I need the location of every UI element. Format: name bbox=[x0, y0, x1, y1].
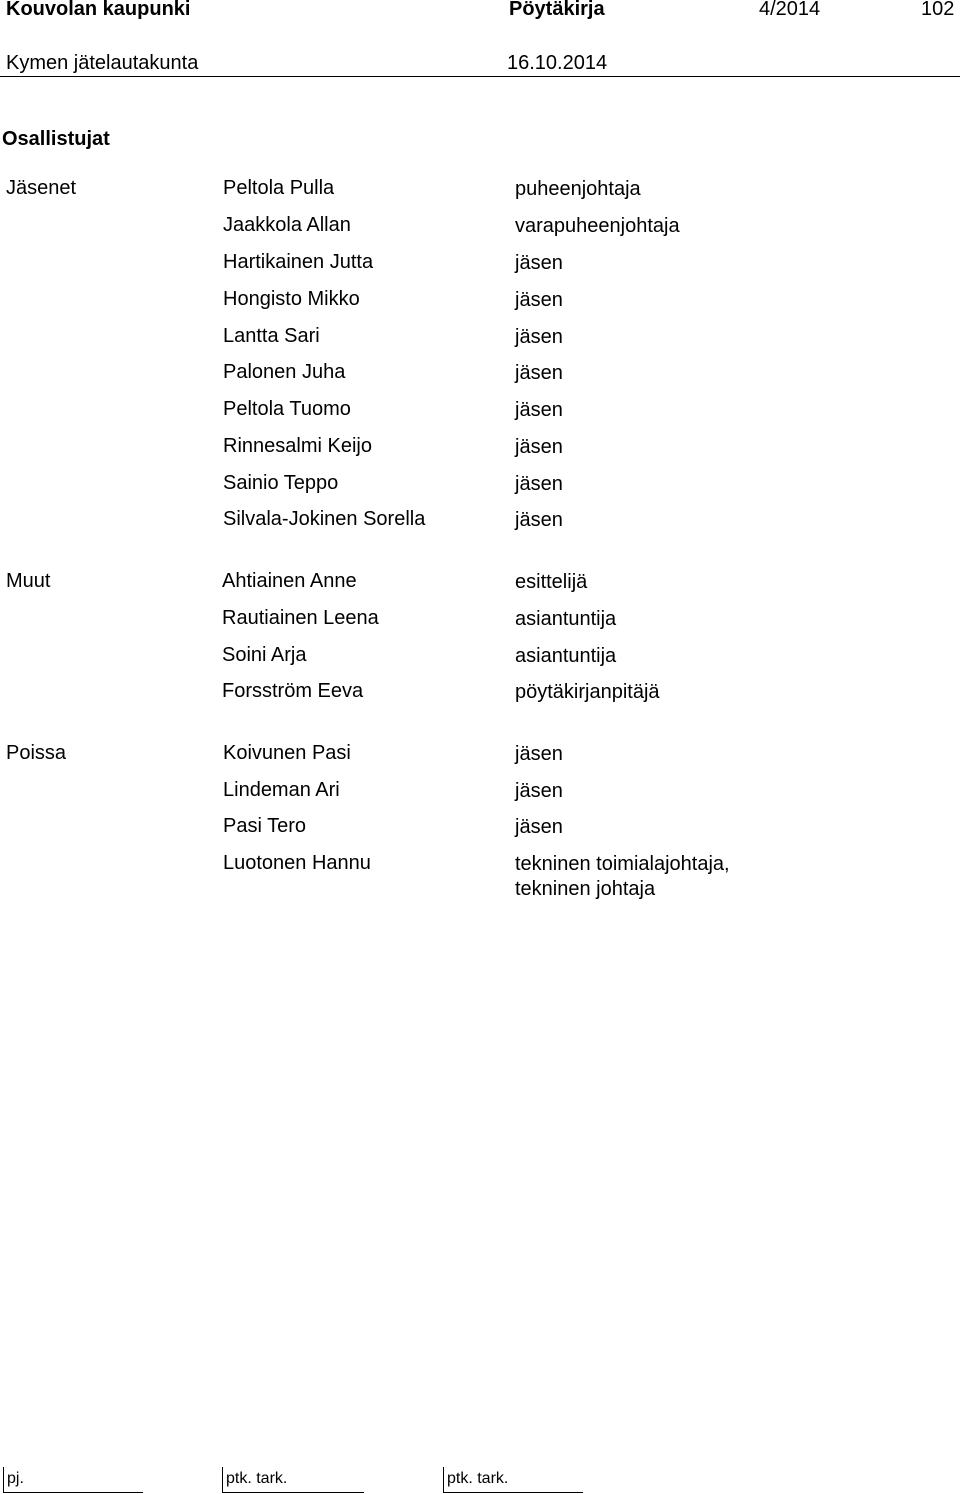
field-bar bbox=[443, 1467, 444, 1493]
participant-name: Hongisto Mikko bbox=[223, 288, 360, 310]
participant-row bbox=[0, 852, 960, 904]
participant-name: Peltola Pulla bbox=[223, 177, 335, 199]
participant-row bbox=[0, 361, 960, 387]
field-underline bbox=[3, 1492, 143, 1493]
group-label: Poissa bbox=[6, 742, 67, 764]
participant-role: jäsen bbox=[515, 509, 563, 531]
group-label: Muut bbox=[6, 570, 51, 592]
signature-field-inspector-2 bbox=[443, 1467, 583, 1493]
participant-name: Sainio Teppo bbox=[223, 472, 339, 494]
org-name: Kouvolan kaupunki bbox=[6, 0, 191, 20]
participant-name: Hartikainen Jutta bbox=[223, 251, 374, 273]
field-bar bbox=[3, 1467, 4, 1493]
participant-row bbox=[0, 779, 960, 805]
participant-role: esittelijä bbox=[515, 571, 588, 593]
participant-name: Peltola Tuomo bbox=[223, 398, 351, 420]
participant-role: jäsen bbox=[515, 816, 563, 838]
participant-name: Lantta Sari bbox=[223, 325, 320, 347]
participant-name: Luotonen Hannu bbox=[223, 852, 371, 874]
participant-name: Lindeman Ari bbox=[223, 779, 340, 801]
section-title: Osallistujat bbox=[2, 128, 110, 150]
header-rule bbox=[0, 76, 960, 77]
participant-row bbox=[0, 680, 960, 706]
participant-role: jäsen bbox=[515, 743, 563, 765]
participant-row bbox=[0, 607, 960, 633]
participant-role: asiantuntija bbox=[515, 645, 617, 667]
page-number: 102 bbox=[921, 0, 955, 20]
participant-role: jäsen bbox=[515, 326, 563, 348]
participant-row bbox=[0, 508, 960, 534]
participant-role: pöytäkirjanpitäjä bbox=[515, 681, 660, 703]
participant-row bbox=[0, 251, 960, 277]
participant-role: jäsen bbox=[515, 252, 563, 274]
participant-name: Rinnesalmi Keijo bbox=[223, 435, 372, 457]
committee-name: Kymen jätelautakunta bbox=[6, 52, 199, 74]
participant-name: Jaakkola Allan bbox=[223, 214, 351, 236]
participant-name: Silvala-Jokinen Sorella bbox=[223, 508, 426, 530]
participant-name: Soini Arja bbox=[222, 644, 307, 666]
participant-role: asiantuntija bbox=[515, 608, 617, 630]
signature-label: ptk. tark. bbox=[226, 1470, 288, 1487]
signature-field-inspector-1 bbox=[222, 1467, 364, 1493]
field-bar bbox=[222, 1467, 223, 1493]
group-label: Jäsenet bbox=[6, 177, 77, 199]
field-underline bbox=[222, 1492, 364, 1493]
participant-role: puheenjohtaja bbox=[515, 178, 641, 200]
participant-name: Pasi Tero bbox=[223, 815, 307, 837]
participant-role: jäsen bbox=[515, 362, 563, 384]
signature-label: pj. bbox=[7, 1470, 24, 1487]
participant-row bbox=[0, 472, 960, 498]
participant-row bbox=[0, 214, 960, 240]
participant-role: jäsen bbox=[515, 473, 563, 495]
participant-name: Ahtiainen Anne bbox=[222, 570, 357, 592]
participant-row bbox=[0, 325, 960, 351]
participant-row bbox=[0, 570, 960, 596]
field-underline bbox=[443, 1492, 583, 1493]
participant-row bbox=[0, 644, 960, 670]
participant-role: jäsen bbox=[515, 399, 563, 421]
participant-row bbox=[0, 742, 960, 768]
signature-field-chair bbox=[3, 1467, 143, 1493]
participant-row bbox=[0, 435, 960, 461]
participant-name: Palonen Juha bbox=[223, 361, 346, 383]
document-type: Pöytäkirja bbox=[509, 0, 605, 20]
participant-role: jäsen bbox=[515, 780, 563, 802]
participant-role: tekninen toimialajohtaja, bbox=[515, 853, 730, 875]
participant-name: Forsström Eeva bbox=[222, 680, 364, 702]
meeting-number: 4/2014 bbox=[759, 0, 821, 20]
participant-role: jäsen bbox=[515, 436, 563, 458]
participant-role-continued: tekninen johtaja bbox=[515, 878, 656, 900]
participant-role: jäsen bbox=[515, 289, 563, 311]
participant-role: varapuheenjohtaja bbox=[515, 215, 680, 237]
meeting-date: 16.10.2014 bbox=[507, 52, 608, 74]
participant-row bbox=[0, 815, 960, 841]
participant-name: Rautiainen Leena bbox=[222, 607, 379, 629]
participant-row bbox=[0, 177, 960, 203]
participant-row bbox=[0, 288, 960, 314]
signature-label: ptk. tark. bbox=[447, 1470, 509, 1487]
participant-row bbox=[0, 398, 960, 424]
participant-name: Koivunen Pasi bbox=[223, 742, 351, 764]
